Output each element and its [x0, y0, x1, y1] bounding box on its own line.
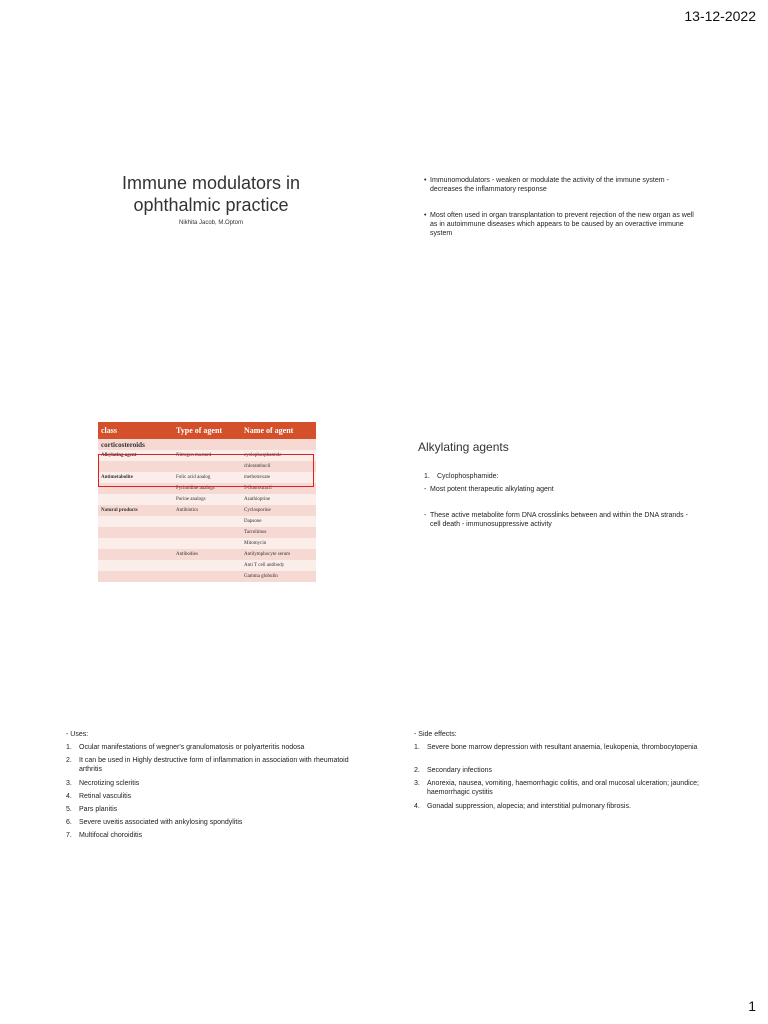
- list-item: [66, 779, 362, 788]
- table-cell: Antimetabolite: [98, 472, 173, 483]
- list-item: [66, 831, 362, 840]
- item-number: 1.: [414, 744, 420, 751]
- item-text: Necrotizing scleritis: [79, 780, 140, 787]
- table-cell: [173, 560, 241, 571]
- table-cell: [98, 516, 173, 527]
- dash-item: [424, 485, 704, 494]
- table-cell: Folic acid analog: [173, 472, 241, 483]
- item-number: 1.: [66, 744, 72, 751]
- page-number: 1: [748, 998, 756, 1014]
- table-cell: Pyrimidine analogs: [173, 483, 241, 494]
- table-row: [98, 494, 316, 505]
- table-cell: Gamma globulin: [241, 571, 316, 582]
- item-number: 7.: [66, 832, 72, 839]
- item-text: Severe uveitis associated with ankylosing spondylitis: [79, 819, 243, 826]
- slide-heading: Alkylating agents: [418, 440, 509, 454]
- item-text: These active metabolite form DNA crosslinks between and within the DNA strands - cell death - immunosuppressive activity: [430, 512, 688, 528]
- slide-3-agent-table: [98, 422, 316, 600]
- table-cell: Azathioprine: [241, 494, 316, 505]
- item-marker: -: [424, 512, 427, 519]
- table-cell: 5-fluorouracil: [241, 483, 316, 494]
- list-item: [66, 818, 362, 827]
- table-cell: [173, 516, 241, 527]
- item-text: Multifocal choroiditis: [79, 832, 143, 839]
- table-cell: [98, 549, 173, 560]
- item-text: Ocular manifestations of wegner's granulomatosis or polyarteritis nodosa: [79, 744, 305, 751]
- table-cell: Tacrolimus: [241, 527, 316, 538]
- table-cell: [98, 527, 173, 538]
- item-marker: 1.: [424, 473, 430, 480]
- table-row: [98, 505, 316, 516]
- table-cell: [98, 538, 173, 549]
- table-row: [98, 439, 316, 450]
- item-number: 4.: [66, 793, 72, 800]
- table-cell: Antilymphocyte serum: [241, 549, 316, 560]
- item-number: 6.: [66, 819, 72, 826]
- item-text: Gonadal suppression, alopecia; and interstitial pulmonary fibrosis.: [427, 803, 631, 810]
- title-line-2: ophthalmic practice: [133, 195, 289, 215]
- list-item: [414, 743, 704, 752]
- table-cell: [173, 538, 241, 549]
- bullet-item: [424, 176, 696, 194]
- item-text: Most potent therapeutic alkylating agent: [430, 486, 554, 493]
- item-text: Cyclophosphamide:: [437, 473, 499, 480]
- list-item: [66, 792, 362, 801]
- table-cell: chlorambucil: [241, 461, 316, 472]
- table-cell: Alkylating agent: [98, 450, 173, 461]
- column-header: class: [98, 422, 173, 439]
- table-row: [98, 527, 316, 538]
- side-effects-heading: - Side effects:: [414, 731, 457, 738]
- item-text: Anorexia, nausea, vomiting, haemorrhagic colitis, and oral mucosal ulceration; jaundice; haemorrhagic cystitis: [427, 780, 699, 796]
- table-cell: cyclophosphamide: [241, 450, 316, 461]
- list-item: [66, 805, 362, 814]
- item-text: It can be used in Highly destructive form of inflammation in association with rheumatoid arthritis: [79, 757, 349, 773]
- list-item: [66, 743, 362, 752]
- dash-item: [424, 511, 696, 529]
- bullet-text: Most often used in organ transplantation to prevent rejection of the new organ as well as in autoimmune diseases which appears to be caused by an overactive immune system: [430, 212, 694, 237]
- column-header: Type of agent: [173, 422, 241, 439]
- table-cell: [98, 560, 173, 571]
- slide-title: [100, 172, 322, 216]
- table-header-row: [98, 422, 316, 439]
- table-cell: [98, 494, 173, 505]
- table-row: [98, 538, 316, 549]
- item-number: 5.: [66, 806, 72, 813]
- table-cell: Natural products: [98, 505, 173, 516]
- agents-table: [98, 422, 316, 582]
- list-item: [66, 756, 362, 774]
- table-cell: Purine analogs: [173, 494, 241, 505]
- item-text: Secondary infections: [427, 767, 492, 774]
- item-text: Pars planitis: [79, 806, 118, 813]
- table-cell: Antibiotics: [173, 505, 241, 516]
- list-item: [414, 779, 704, 797]
- table-row: [98, 571, 316, 582]
- handout-date: 13-12-2022: [684, 8, 756, 24]
- item-number: 3.: [414, 780, 420, 787]
- table-cell: Antibodies: [173, 549, 241, 560]
- table-cell: Mitomycin: [241, 538, 316, 549]
- numbered-item: [424, 472, 704, 481]
- table-cell: Dapsone: [241, 516, 316, 527]
- bullet-item: [424, 211, 696, 238]
- alkylating-highlight-box: [98, 454, 314, 487]
- table-row: [98, 549, 316, 560]
- table-cell: Anti T cell antibody: [241, 560, 316, 571]
- table-cell: methotrexate: [241, 472, 316, 483]
- table-cell: [173, 571, 241, 582]
- table-cell: Nitrogen mustard: [173, 450, 241, 461]
- table-cell: [98, 571, 173, 582]
- table-row: [98, 516, 316, 527]
- bullet-dot-icon: •: [424, 212, 427, 219]
- uses-heading: - Uses:: [66, 731, 89, 738]
- title-line-1: Immune modulators in: [121, 173, 301, 193]
- table-cell: Cyclosporine: [241, 505, 316, 516]
- table-cell: corticosteroids: [98, 439, 316, 450]
- column-header: Name of agent: [241, 422, 316, 439]
- author-subtitle: Nikhita Jacob, M.Optom: [178, 220, 244, 226]
- item-number: 3.: [66, 780, 72, 787]
- item-text: Severe bone marrow depression with resultant anaemia, leukopenia, thrombocytopenia: [427, 744, 698, 751]
- bullet-text: Immunomodulators - weaken or modulate the activity of the immune system - decreases the inflammatory response: [430, 177, 669, 193]
- list-item: [414, 766, 704, 775]
- item-number: 2.: [66, 757, 72, 764]
- item-number: 4.: [414, 803, 420, 810]
- list-item: [414, 802, 704, 811]
- item-marker: -: [424, 486, 427, 493]
- item-number: 2.: [414, 767, 420, 774]
- table-row: [98, 560, 316, 571]
- bullet-dot-icon: •: [424, 177, 427, 184]
- item-text: Retinal vasculitis: [79, 793, 132, 800]
- table-cell: [173, 527, 241, 538]
